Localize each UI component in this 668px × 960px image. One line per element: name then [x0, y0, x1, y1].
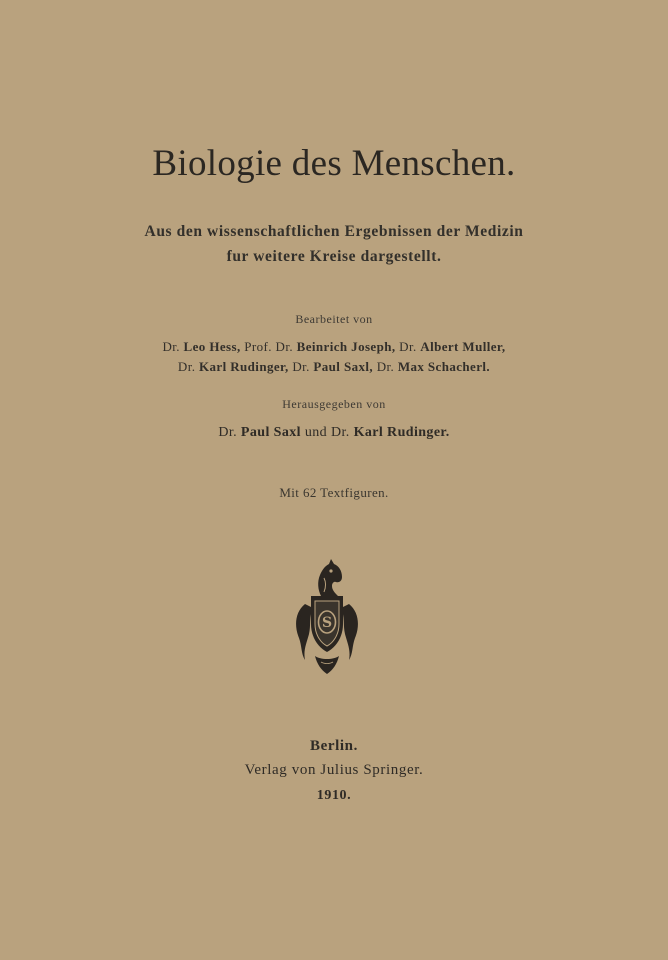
- figures-note: Mit 62 Textfiguren.: [279, 485, 389, 500]
- author-prefix: Dr.: [177, 359, 196, 374]
- author-prefix: Dr.: [399, 339, 417, 354]
- author-prefix: Dr.: [376, 359, 395, 374]
- authors-intro: Bearbeitet von: [295, 312, 373, 326]
- springer-knight-emblem-icon: [291, 556, 363, 678]
- author-prefix: Dr.: [292, 359, 310, 374]
- editors-line: [0, 425, 668, 441]
- publication-year: 1910.: [316, 788, 352, 803]
- author-name: Albert Muller,: [420, 339, 506, 354]
- subtitle-line-1: Aus den wissenschaftlichen Ergebnissen der Medizin: [144, 223, 524, 240]
- authors-line-2: [0, 359, 668, 375]
- author-prefix: Prof. Dr.: [244, 339, 293, 354]
- author-name: Leo Hess,: [183, 339, 241, 354]
- author-name: Karl Rudinger,: [199, 359, 289, 374]
- author-name: Max Schacherl.: [397, 359, 491, 374]
- editor-joiner: und Dr.: [304, 425, 350, 440]
- editor-name: Karl Rudinger.: [353, 425, 450, 440]
- book-title: Biologie des Menschen.: [152, 143, 516, 184]
- editors-intro: Herausgegeben von: [282, 397, 386, 411]
- author-name: Beinrich Joseph,: [296, 339, 396, 354]
- author-prefix: Dr.: [162, 339, 180, 354]
- authors-line-1: [0, 339, 668, 355]
- editor-prefix: Dr.: [218, 425, 238, 440]
- editor-name: Paul Saxl: [240, 425, 301, 440]
- emblem-letter: S: [321, 615, 333, 631]
- author-name: Paul Saxl,: [313, 359, 374, 374]
- publisher-name: Verlag von Julius Springer.: [244, 762, 424, 778]
- publisher-city: Berlin.: [310, 738, 358, 754]
- subtitle-line-2: fur weitere Kreise dargestellt.: [226, 248, 442, 265]
